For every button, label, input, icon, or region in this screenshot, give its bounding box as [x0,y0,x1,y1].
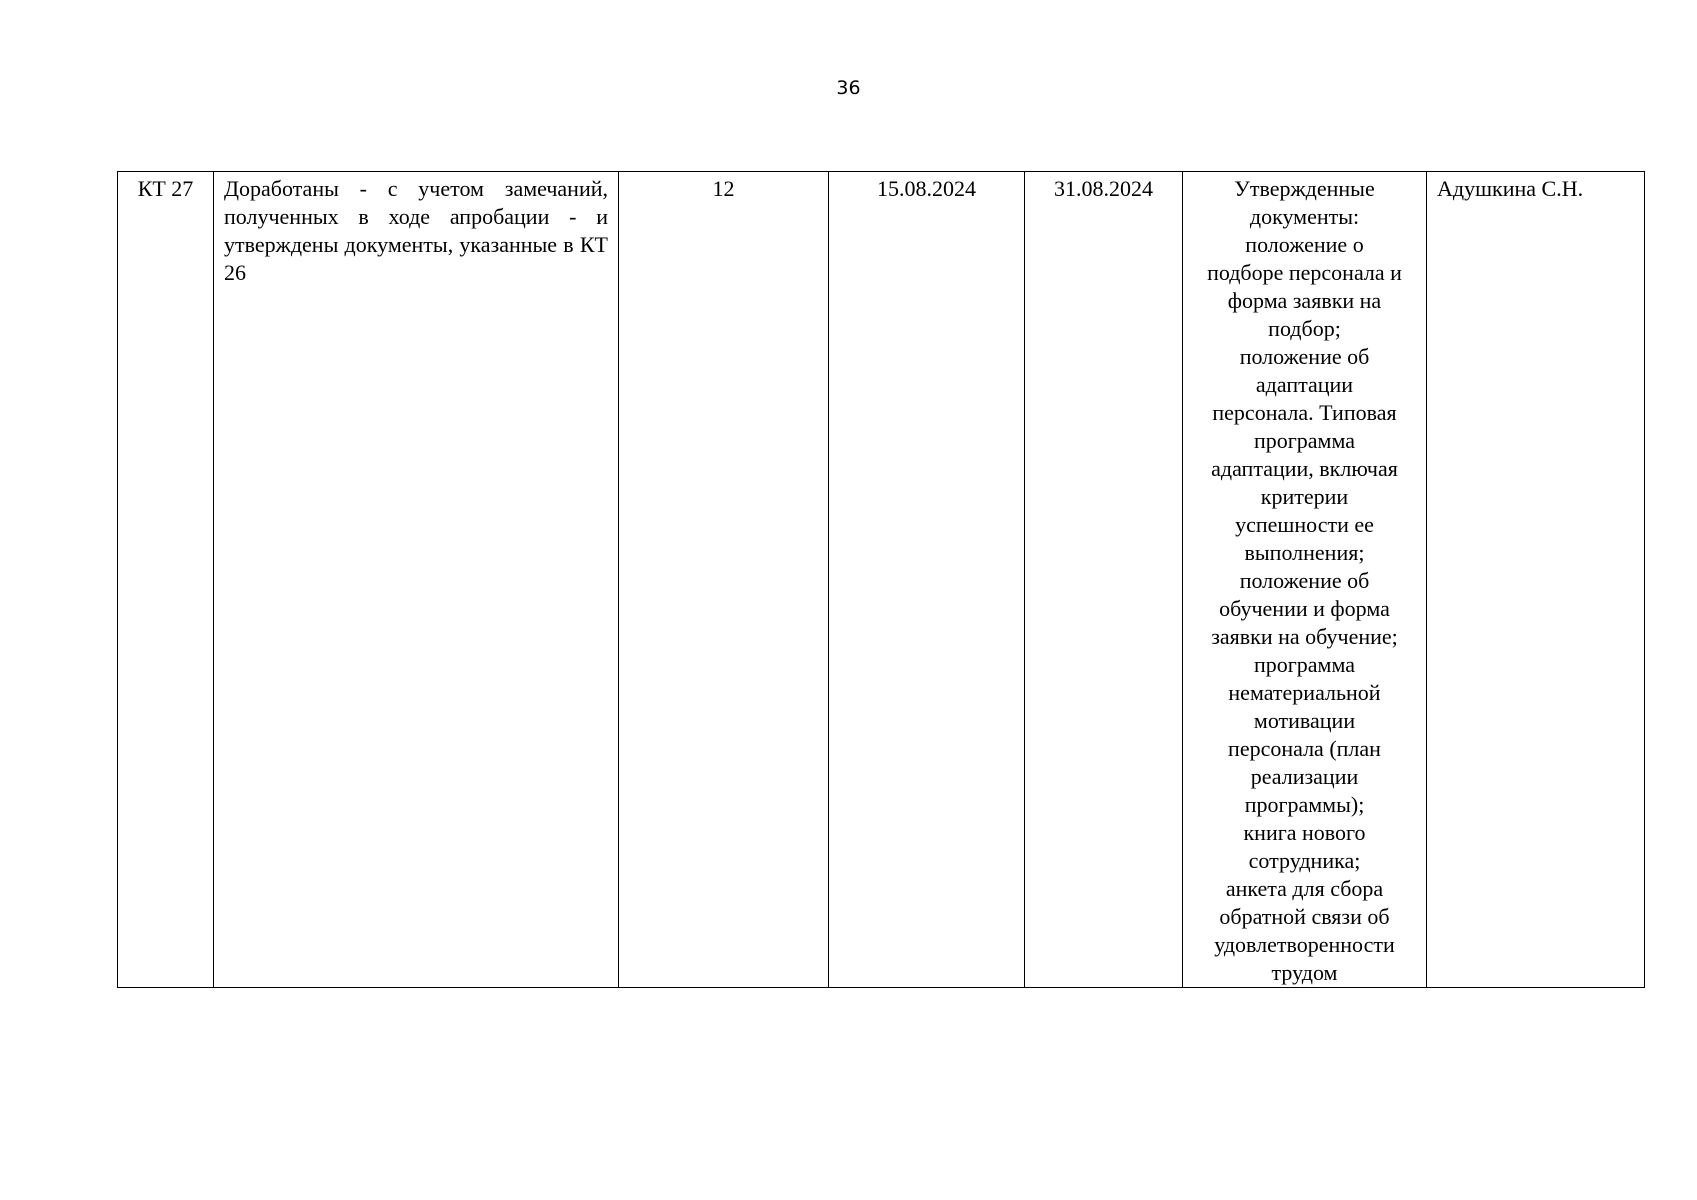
checkpoint-id-cell: КТ 27 [118,172,214,988]
result-line: анкета для сбора [1225,876,1384,901]
result-line: положение об [1239,568,1370,593]
result-line: заявки на обучение; [1211,624,1398,649]
result-line: нематериальной [1228,680,1381,705]
result-line: обратной связи об [1219,904,1390,929]
result-line: документы: [1249,204,1360,229]
result-line: мотивации [1253,708,1356,733]
result-cell [1183,172,1427,988]
end-date-cell: 31.08.2024 [1025,172,1183,988]
responsible-person-cell: Адушкина С.Н. [1427,172,1645,988]
result-line: положение о [1245,232,1364,257]
result-line: положение об [1239,344,1370,369]
result-line: программа [1253,428,1356,453]
result-line: подбор; [1268,316,1341,341]
start-date-cell: 15.08.2024 [829,172,1025,988]
result-line: книга нового [1243,820,1366,845]
result-line: удовлетворенности [1214,932,1395,957]
result-line: адаптации [1255,372,1354,397]
duration-cell: 12 [619,172,829,988]
result-line: форма заявки на [1227,288,1382,313]
result-line: Утвержденные [1234,176,1375,201]
plan-table [117,171,1645,988]
table-row [118,172,1645,988]
result-line: критерии [1260,484,1349,509]
result-line: выполнения; [1244,540,1365,565]
result-line: персонала. Типовая [1212,400,1397,425]
result-line: реализации [1250,764,1359,789]
result-line: трудом [1271,960,1338,985]
result-line: персонала (план [1228,736,1381,761]
result-line: адаптации, включая [1211,456,1398,481]
result-line: успешности ее [1235,512,1374,537]
result-line: программы); [1244,792,1365,817]
result-line: подборе персонала и [1207,260,1402,285]
result-line: сотрудника; [1248,848,1361,873]
result-line: обучении и форма [1219,596,1390,621]
page-number: 36 [836,77,861,99]
checkpoint-description-cell: Доработаны - с учетом замечаний, полученных в ходе апробации - и утверждены документы, указанные в КТ 26 [214,172,619,988]
result-line: программа [1253,652,1356,677]
